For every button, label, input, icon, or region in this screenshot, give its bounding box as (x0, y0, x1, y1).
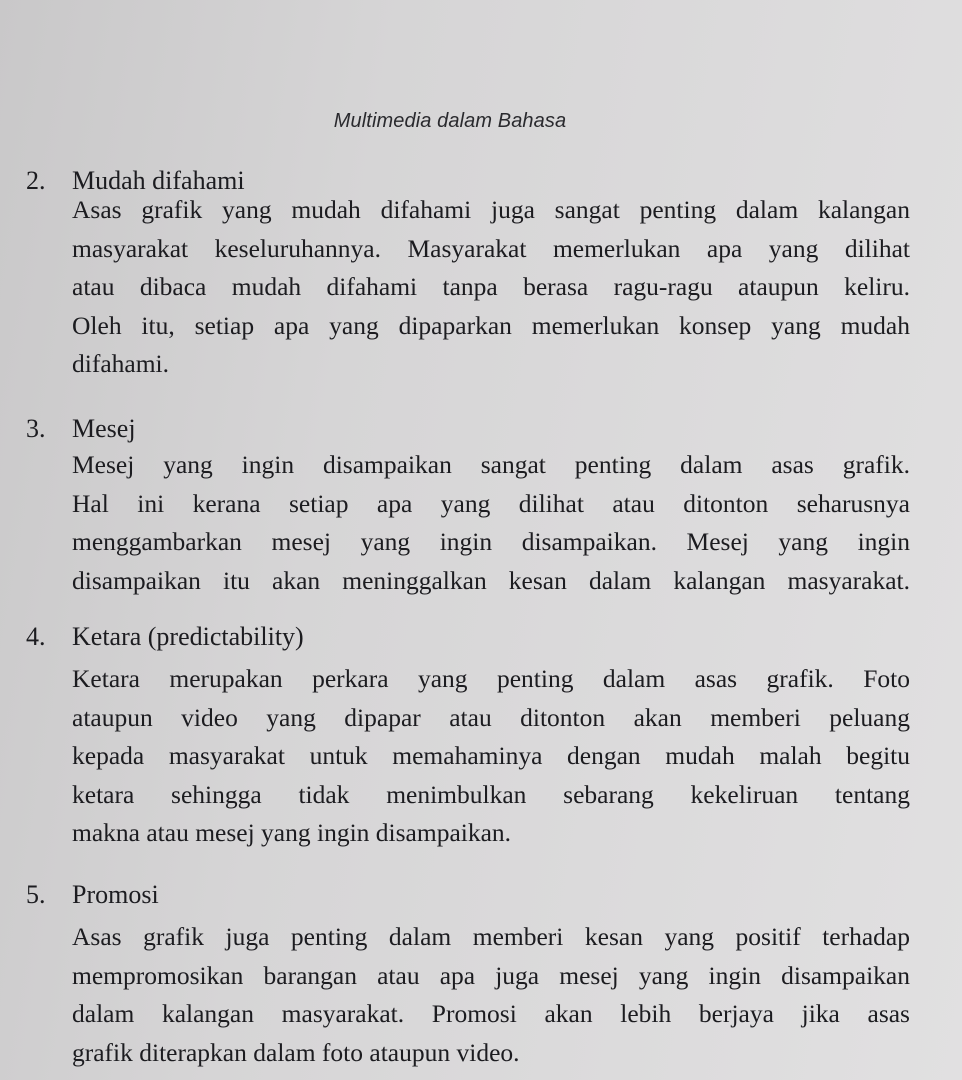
section-heading-5 (26, 880, 159, 910)
paragraph-line: kepada masyarakat untuk memahaminya dengan mudah malah begitu (72, 741, 910, 770)
section-heading-3 (26, 414, 136, 444)
paragraph-line: grafik diterapkan dalam foto ataupun video. (72, 1037, 520, 1067)
paragraph-line: mempromosikan barangan atau apa juga mesej yang ingin disampaikan (72, 960, 910, 990)
section-title: Promosi (72, 880, 159, 909)
paragraph-line: atau dibaca mudah difahami tanpa berasa ragu-ragu ataupun keliru. (72, 272, 910, 301)
running-head: Multimedia dalam Bahasa (333, 110, 567, 132)
paragraph-line: ketara sehingga tidak menimbulkan sebarang kekeliruan tentang (72, 779, 910, 809)
paragraph-line: Asas grafik yang mudah difahami juga sangat penting dalam kalangan (72, 195, 910, 224)
paragraph-line: Oleh itu, setiap apa yang dipaparkan memerlukan konsep yang mudah (72, 310, 910, 340)
paragraph-line: masyarakat keseluruhannya. Masyarakat memerlukan apa yang dilihat (72, 233, 910, 263)
section-body-2 (72, 191, 910, 384)
paragraph-line: Asas grafik juga penting dalam memberi kesan yang positif terhadap (72, 922, 910, 951)
paragraph-line: dalam kalangan masyarakat. Promosi akan lebih berjaya jika asas (72, 999, 910, 1028)
section-body-4 (72, 660, 910, 853)
section-heading-4 (26, 622, 304, 652)
section-title: Ketara (predictability) (72, 622, 304, 651)
section-body-3 (72, 446, 910, 600)
section-body-5 (72, 918, 910, 1072)
paragraph-line: makna atau mesej yang ingin disampaikan. (72, 818, 512, 847)
section-title: Mesej (72, 414, 136, 443)
paragraph-line: disampaikan itu akan meninggalkan kesan dalam kalangan masyarakat. (72, 565, 910, 595)
paragraph-line: Ketara merupakan perkara yang penting dalam asas grafik. Foto (72, 664, 910, 693)
paragraph-line: ataupun video yang dipapar atau ditonton akan memberi peluang (72, 702, 910, 732)
paragraph-line: Mesej yang ingin disampaikan sangat penting dalam asas grafik. (72, 450, 910, 479)
section-number: 2. (26, 166, 46, 195)
paragraph-line: Hal ini kerana setiap apa yang dilihat atau ditonton seharusnya (72, 488, 910, 518)
section-number: 4. (26, 622, 46, 651)
section-number: 3. (26, 414, 46, 443)
section-number: 5. (26, 880, 46, 909)
paragraph-line: menggambarkan mesej yang ingin disampaikan. Mesej yang ingin (72, 527, 910, 556)
paragraph-line: difahami. (72, 349, 170, 378)
section-title: Mudah difahami (72, 166, 245, 195)
